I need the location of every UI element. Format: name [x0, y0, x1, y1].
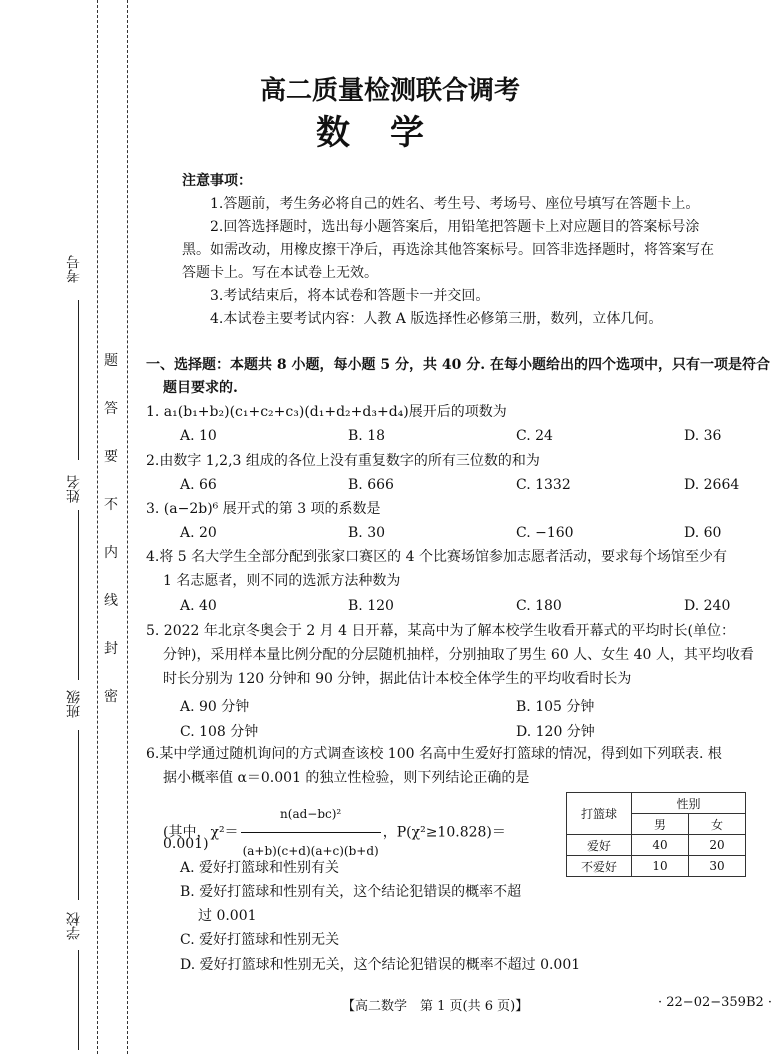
- notice-line: 2.回答选择题时，选出每小题答案后，用铅笔把答题卡上对应题目的答案标号涂: [210, 219, 700, 235]
- seal-char: 答: [104, 401, 118, 417]
- table-cell: 40: [632, 835, 689, 856]
- table-row-header: 打篮球: [567, 793, 632, 835]
- exam-code: · 22−02−359B2 ·: [658, 995, 773, 1010]
- table-cell: 20: [689, 835, 746, 856]
- seal-char: 内: [104, 545, 118, 561]
- notice-heading: 注意事项：: [182, 173, 252, 189]
- question-6-stem: 6.某中学通过随机询问的方式调查该校 100 名高中生爱好打篮球的情况，得到如下列联表. 根: [146, 746, 722, 762]
- formula-numerator: n(ad−bc)²: [241, 796, 381, 833]
- exam-number-label: 考号: [66, 255, 82, 283]
- question-2-stem: 2.由数字 1,2,3 组成的各位上没有重复数字的所有三位数的和为: [146, 453, 540, 469]
- section-heading: 一、选择题：本题共 8 小题，每小题 5 分，共 40 分. 在每小题给出的四个选项中，只有一项是符合: [146, 357, 770, 373]
- question-6-stem-cont: 据小概率值 α＝0.001 的独立性检验，则下列结论正确的是: [163, 770, 530, 786]
- q5-option-c: C. 108 分钟: [180, 724, 259, 740]
- q6-option-a: A. 爱好打篮球和性别有关: [180, 860, 340, 876]
- q3-option-c: C. −160: [516, 525, 574, 541]
- notice-line: 3.考试结束后，将本试卷和答题卡一并交回。: [210, 288, 490, 304]
- question-5-stem: 5. 2022 年北京冬奥会于 2 月 4 日开幕，某高中为了解本校学生收看开幕式的平均时长(单位：: [146, 623, 735, 639]
- seal-char: 封: [104, 641, 118, 657]
- formula-suffix: ，P(χ²≥10.828)＝: [382, 824, 506, 841]
- notice-line: 1.答题前，考生务必将自己的姓名、考生号、考场号、座位号填写在答题卡上。: [210, 196, 700, 212]
- exam-title: 高二质量检测联合调考: [259, 76, 520, 106]
- table-row-label: 不爱好: [567, 856, 632, 877]
- exam-number-line: [78, 300, 79, 460]
- question-5-stem-cont: 时长分别为 120 分钟和 90 分钟，据此估计本校全体学生的平均收看时长为: [163, 671, 632, 687]
- table-col-female: 女: [689, 814, 746, 835]
- q6-option-c: C. 爱好打篮球和性别无关: [180, 932, 340, 948]
- school-label: 学校: [66, 912, 82, 940]
- q2-option-c: C. 1332: [516, 477, 571, 493]
- formula-denominator: (a+b)(c+d)(a+c)(b+d): [242, 844, 379, 858]
- q5-option-d: D. 120 分钟: [516, 724, 595, 740]
- table-cell: 10: [632, 856, 689, 877]
- question-1-stem: 1. a₁(b₁+b₂)(c₁+c₂+c₃)(d₁+d₂+d₃+d₄)展开后的项数为: [146, 404, 507, 420]
- q1-option-b: B. 18: [348, 428, 386, 444]
- q5-option-a: A. 90 分钟: [180, 699, 250, 715]
- seal-char: 要: [104, 449, 118, 465]
- name-line: [78, 510, 79, 680]
- notice-line: 4.本试卷主要考试内容：人教 A 版选择性必修第三册，数列，立体几何。: [210, 311, 663, 327]
- class-line: [78, 730, 79, 900]
- question-4-stem: 4.将 5 名大学生全部分配到张家口赛区的 4 个比赛场馆参加志愿者活动，要求每个场馆至少有: [146, 549, 727, 565]
- page-footer: 【高二数学 第 1 页(共 6 页)】: [342, 999, 529, 1014]
- question-5-stem-cont: 分钟)，采用样本量比例分配的分层随机抽样，分别抽取了男生 60 人、女生 40 人，其平均收看: [163, 647, 754, 663]
- class-label: 班级: [66, 690, 82, 718]
- q2-option-b: B. 666: [348, 477, 394, 493]
- notice-line: 黑。如需改动，用橡皮擦干净后，再选涂其他答案标号。回答非选择题时，将答案写在: [182, 242, 714, 258]
- q1-option-c: C. 24: [516, 428, 553, 444]
- q3-option-a: A. 20: [180, 525, 217, 541]
- name-label: 姓名: [66, 475, 82, 503]
- q3-option-d: D. 60: [684, 525, 722, 541]
- q2-option-a: A. 66: [180, 477, 217, 493]
- subject-title: 数学: [316, 113, 464, 153]
- q1-option-a: A. 10: [180, 428, 217, 444]
- seal-char: 题: [104, 353, 118, 369]
- table-row: [567, 835, 746, 856]
- q3-option-b: B. 30: [348, 525, 386, 541]
- binding-dashed-line: [97, 0, 98, 1054]
- notice-line: 答题卡上。写在本试卷上无效。: [182, 265, 378, 281]
- q1-option-d: D. 36: [684, 428, 722, 444]
- q6-option-d: D. 爱好打篮球和性别无关，这个结论犯错误的概率不超过 0.001: [180, 957, 581, 973]
- contingency-table: [566, 792, 746, 877]
- table-col-male: 男: [632, 814, 689, 835]
- q4-option-a: A. 40: [180, 598, 217, 614]
- q5-option-b: B. 105 分钟: [516, 699, 595, 715]
- table-row: [567, 856, 746, 877]
- q4-option-d: D. 240: [684, 598, 731, 614]
- seal-char: 不: [104, 497, 118, 513]
- table-col-group: 性别: [632, 793, 746, 814]
- seal-char: 线: [104, 593, 118, 609]
- q4-option-b: B. 120: [348, 598, 394, 614]
- q4-option-c: C. 180: [516, 598, 562, 614]
- table-row-label: 爱好: [567, 835, 632, 856]
- section-heading-cont: 题目要求的.: [163, 380, 238, 396]
- question-4-stem-cont: 1 名志愿者，则不同的选派方法种数为: [163, 573, 401, 589]
- binding-dashed-line-outer: [127, 0, 128, 1054]
- table-cell: 30: [689, 856, 746, 877]
- q6-option-b: B. 爱好打篮球和性别有关，这个结论犯错误的概率不超: [180, 884, 522, 900]
- question-3-stem: 3. (a−2b)⁶ 展开式的第 3 项的系数是: [146, 501, 381, 517]
- formula-prefix: (其中，χ²＝: [163, 824, 239, 841]
- formula-tail: 0.001): [163, 836, 209, 852]
- school-line: [78, 950, 79, 1050]
- q6-option-b-cont: 过 0.001: [198, 908, 257, 924]
- seal-char: 密: [104, 689, 118, 705]
- q2-option-d: D. 2664: [684, 477, 740, 493]
